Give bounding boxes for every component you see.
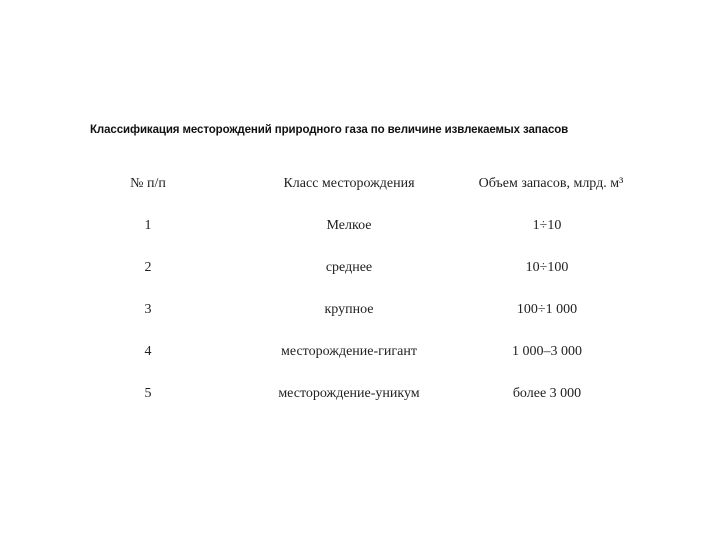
row-number: 5 (144, 386, 152, 401)
classification-table (100, 168, 660, 420)
table-row (100, 336, 660, 378)
table-row (100, 210, 660, 252)
row-class: среднее (325, 260, 373, 275)
row-class: месторождение-гигант (281, 344, 417, 359)
table-row (100, 294, 660, 336)
table-header-row (100, 168, 660, 210)
header-volume: Объем запасов, млрд. м³ (478, 176, 624, 191)
row-number: 1 (144, 218, 152, 233)
row-number: 4 (144, 344, 152, 359)
table-row (100, 252, 660, 294)
document-title: Классификация месторождений природного газа по величине извлекаемых запасов (90, 124, 569, 136)
row-number: 2 (144, 260, 152, 275)
row-volume: 1 000–3 000 (512, 344, 582, 359)
row-volume: 10÷100 (525, 260, 569, 275)
row-class: крупное (324, 302, 374, 317)
header-number: № п/п (130, 176, 166, 191)
row-class: Мелкое (326, 218, 372, 233)
row-class: месторождение-уникум (278, 386, 420, 401)
row-volume: более 3 000 (512, 386, 582, 401)
header-class: Класс месторождения (283, 176, 415, 191)
row-volume: 100÷1 000 (516, 302, 578, 317)
row-number: 3 (144, 302, 152, 317)
table-row (100, 378, 660, 420)
row-volume: 1÷10 (532, 218, 562, 233)
